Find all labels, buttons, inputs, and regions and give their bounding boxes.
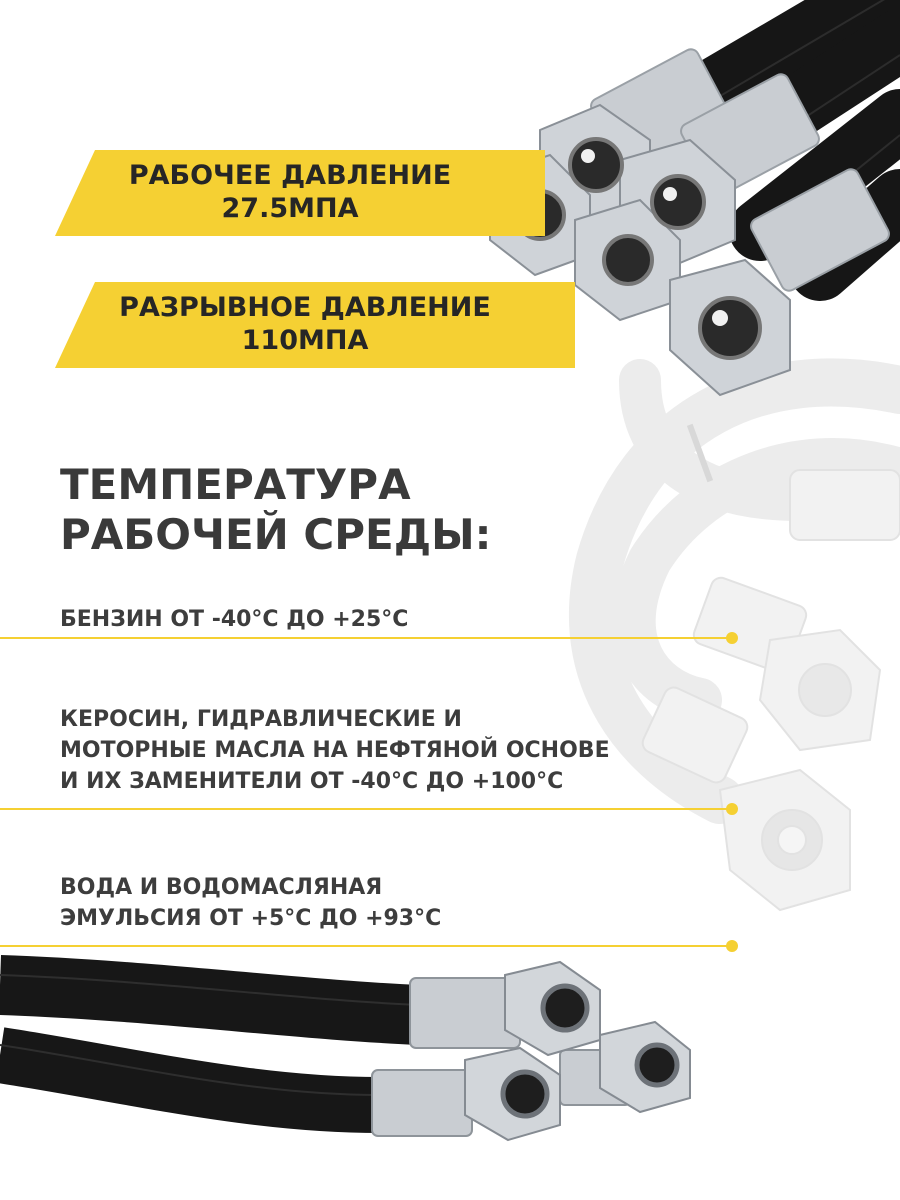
working-pressure-value: 27.5МПА [221,193,359,224]
temperature-heading: ТЕМПЕРАТУРА РАБОЧЕЙ СРЕДЫ: [60,460,492,560]
burst-pressure-label: РАЗРЫВНОЕ ДАВЛЕНИЕ [119,292,491,324]
burst-pressure-value: 110МПА [241,325,369,356]
medium-oils: КЕРОСИН, ГИДРАВЛИЧЕСКИЕ И МОТОРНЫЕ МАСЛА НА НЕФТЯНОЙ ОСНОВЕ И ИХ ЗАМЕНИТЕЛИ ОТ -40°С ДО +100°С [60,707,610,794]
medium-water-emulsion: ВОДА И ВОДОМАСЛЯНАЯ ЭМУЛЬСИЯ ОТ +5°С ДО +93°С [60,875,442,931]
working-pressure-label: РАБОЧЕЕ ДАВЛЕНИЕ [128,160,452,192]
medium-petrol: БЕНЗИН ОТ -40°С ДО +25°С [60,607,409,632]
